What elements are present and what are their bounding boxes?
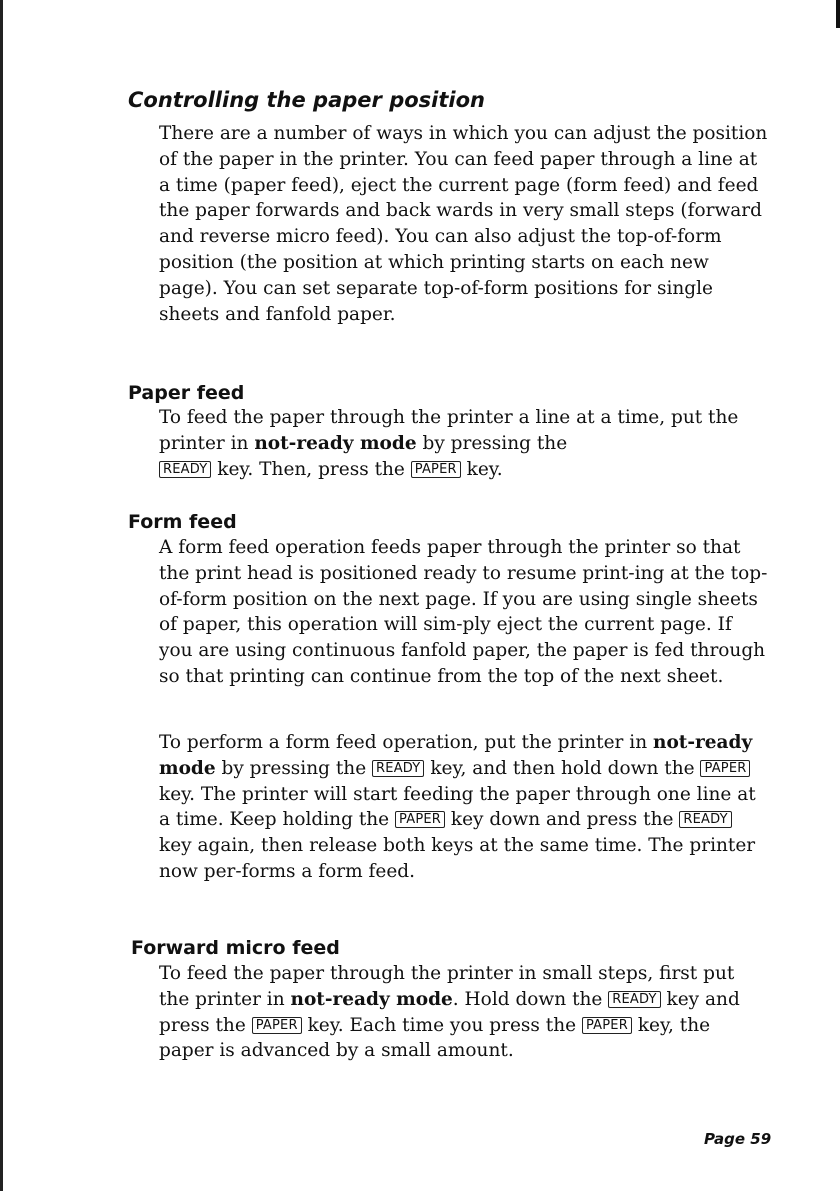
paper-feed-paragraph: To feed the paper through the printer a line at a time, put the printer in not-ready mode by pressing the READY key. Then, press the PAPER key. [159,407,739,480]
section-title: Controlling the paper position [128,88,485,112]
scan-edge-right [836,0,840,28]
paper-key-label: PAPER [582,1017,632,1034]
scan-edge-left [0,0,3,1191]
paper-key-label: PAPER [252,1017,302,1034]
forward-micro-feed-paragraph: To feed the paper through the printer in small steps, first put the printer in not-ready mode. Hold down the READY key and press the PAPER key. Each time you press the PAPER key, the paper is advanced by a small amount. [159,963,740,1062]
ready-key-label: READY [679,811,731,828]
intro-paragraph: There are a number of ways in which you can adjust the position of the paper in the printer. You can feed paper through a line at a time (paper feed), eject the current page (form feed) and feed the paper forwards and back wards in very small steps (forward and reverse micro feed). You can also adjust the top-of-form position (the position at which printing starts on each new page). You can set separate top-of-form positions for single sheets and fanfold paper. [159,123,768,325]
bold-term: not-ready mode [159,732,753,779]
form-feed-heading: Form feed [128,511,237,533]
bold-term: not-ready mode [290,988,453,1010]
paper-key-label: PAPER [700,760,750,777]
ready-key-label: READY [159,461,211,478]
paper-key-label: PAPER [411,461,461,478]
form-feed-paragraph-1: A form feed operation feeds paper through the printer so that the print head is positioned ready to resume print-ing at the top-of-form position on the next page. If you are using single sheets of paper, this operation will sim-ply eject the current page. If you are using continuous fanfold paper, the paper is fed through so that printing can continue from the top of the next sheet. [159,537,768,687]
ready-key-label: READY [608,991,660,1008]
ready-key-label: READY [372,760,424,777]
bold-term: not-ready mode [254,432,417,454]
form-feed-paragraph-2: To perform a form feed operation, put the printer in not-ready mode by pressing the READY key, and then hold down the PAPER key. The printer will start feeding the paper through one line at a time. Keep holding the PAPER key down and press the READY key again, then release both keys at the same time. The printer now per-forms a form feed. [159,732,756,882]
forward-micro-feed-heading: Forward micro feed [131,937,340,959]
paper-key-label: PAPER [395,811,445,828]
paper-feed-heading: Paper feed [128,382,245,404]
page-number: Page 59 [704,1130,772,1148]
